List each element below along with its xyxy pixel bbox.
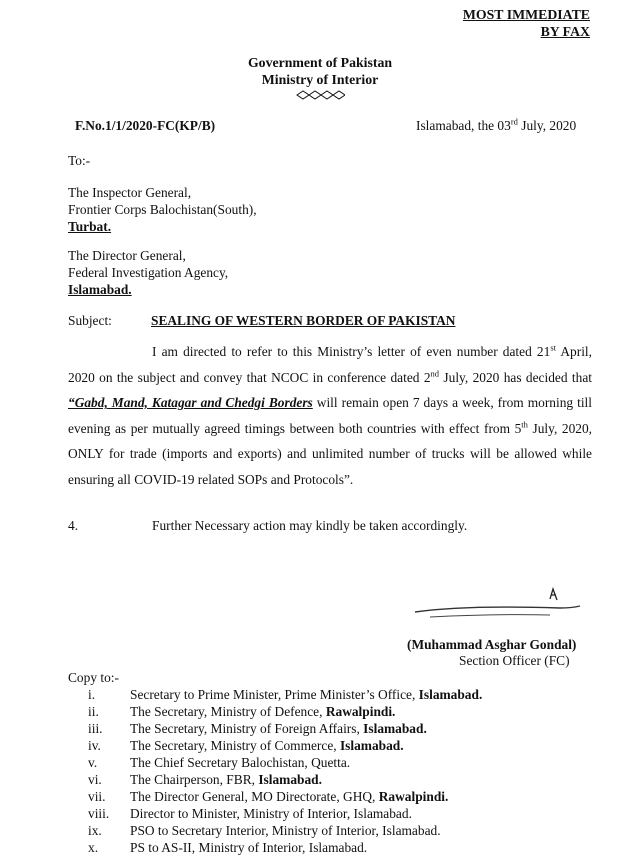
recipient-city: Islamabad. xyxy=(68,281,132,297)
recipient-city: Turbat. xyxy=(68,218,112,234)
copy-to-label: Copy to:- xyxy=(68,670,119,685)
paragraph-number: 4. xyxy=(68,518,79,533)
list-item-city: Islamabad. xyxy=(363,721,427,736)
body-text: July, 2020 has decided that xyxy=(439,369,592,385)
government-title: Government of Pakistan xyxy=(247,55,393,70)
list-item-number: viii. xyxy=(88,806,110,821)
list-item-text: Secretary to Prime Minister, Prime Minister’s Office, xyxy=(130,687,419,702)
list-item-text: The Chairperson, FBR, xyxy=(130,772,259,787)
recipient-director-general xyxy=(68,248,228,298)
list-item-number: i. xyxy=(88,687,96,702)
list-item-city: Islamabad. xyxy=(258,772,322,787)
border-names: “Gabd, Mand, Katagar and Chedgi Borders xyxy=(68,395,313,411)
subject-text: SEALING OF WESTERN BORDER OF PAKISTAN xyxy=(151,313,456,328)
body-text: July, 2020, ONLY for trade (imports and exports) and unlimited number of trucks will be allowed while ensuring all COVID-19 related SOPs and Protocols”. xyxy=(68,420,593,487)
recipient-line: Frontier Corps Balochistan(South), xyxy=(68,201,257,217)
list-item-text: The Secretary, Ministry of Foreign Affairs, xyxy=(130,721,364,736)
list-item-text: The Director General, MO Directorate, GHQ, xyxy=(130,789,379,804)
subject-label: Subject: xyxy=(68,313,112,328)
list-item-text: The Chief Secretary Balochistan, Quetta. xyxy=(130,755,351,770)
signatory-title: Section Officer (FC) xyxy=(459,653,570,668)
body-superscript: st xyxy=(550,342,556,353)
list-item-text: The Secretary, Ministry of Commerce, xyxy=(130,738,340,753)
date-suffix: July, 2020 xyxy=(517,118,577,133)
body-text: April, 2020 on the subject and convey that NCOC in conference dated 2 xyxy=(68,344,592,385)
signature-icon xyxy=(410,586,590,626)
list-item-text: PS to AS-II, Ministry of Interior, Islamabad. xyxy=(130,840,368,855)
body-superscript: th xyxy=(521,419,528,430)
letterhead xyxy=(0,54,640,88)
list-item-number: vii. xyxy=(88,789,106,804)
list-item-number: iii. xyxy=(88,721,103,736)
date-prefix: Islamabad, the 03 xyxy=(416,118,511,133)
list-item-city: Rawalpindi. xyxy=(325,704,396,719)
ornament-icon xyxy=(295,90,345,100)
list-item-city: Islamabad. xyxy=(339,738,404,753)
to-label: To:- xyxy=(68,153,91,168)
recipient-inspector-general xyxy=(68,185,257,235)
body-text: I am directed to refer to this Ministry’s letter of even number dated 21 xyxy=(152,344,551,359)
list-item-number: ix. xyxy=(88,823,102,838)
paragraph-4-text: Further Necessary action may kindly be taken accordingly. xyxy=(152,518,468,533)
recipient-line: The Director General, xyxy=(68,248,186,263)
list-item-number: vi. xyxy=(88,772,102,787)
list-item-city: Islamabad. xyxy=(418,687,483,702)
recipient-line: Federal Investigation Agency, xyxy=(68,264,229,280)
list-item-text: Director to Minister, Ministry of Interior, Islamabad. xyxy=(130,806,412,821)
file-number: F.No.1/1/2020-FC(KP/B) xyxy=(75,118,216,133)
priority-line-most-immediate: MOST IMMEDIATE xyxy=(462,7,590,22)
body-paragraph xyxy=(68,339,592,493)
date-superscript: rd xyxy=(510,116,518,127)
priority-line-by-fax: BY FAX xyxy=(540,24,590,40)
list-item-text: The Secretary, Ministry of Defence, xyxy=(130,704,326,719)
recipient-line: The Inspector General, xyxy=(68,185,192,200)
list-item-city: Rawalpindi. xyxy=(378,789,449,804)
body-text: will remain open 7 days a week, from morning till evening as per mutually agreed timings between both countries with effect from 5 xyxy=(68,395,592,436)
ministry-title: Ministry of Interior xyxy=(261,72,379,88)
list-item-number: x. xyxy=(88,840,99,855)
list-item-number: iv. xyxy=(88,738,101,753)
list-item-number: ii. xyxy=(88,704,99,719)
letter-date xyxy=(416,118,576,135)
signatory-name: (Muhammad Asghar Gondal) xyxy=(407,637,577,652)
list-item-number: v. xyxy=(88,755,98,770)
list-item-text: PSO to Secretary Interior, Ministry of Interior, Islamabad. xyxy=(130,823,441,838)
priority-marking xyxy=(463,6,590,40)
body-superscript: nd xyxy=(430,368,440,379)
